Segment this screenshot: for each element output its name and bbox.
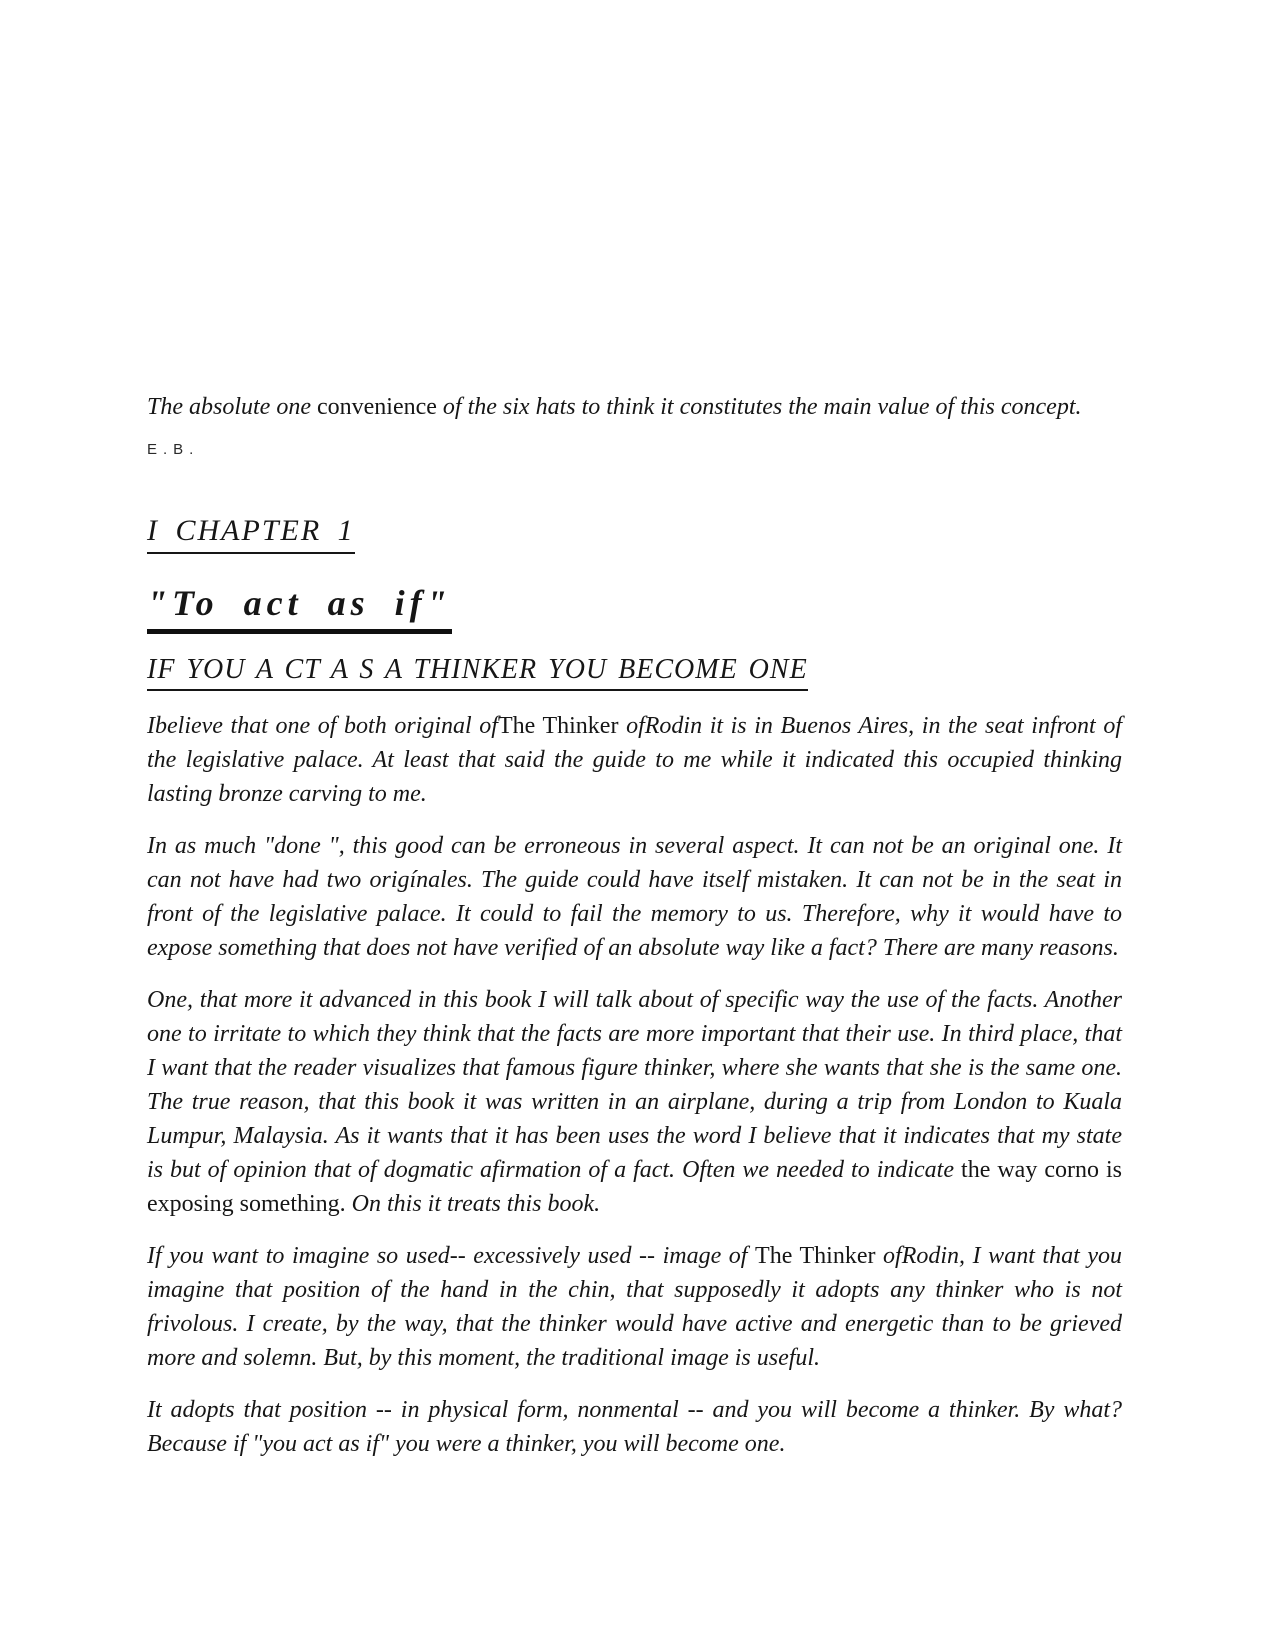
paragraph-run-italic: ofRodin it is in Buenos Aires, in the seat infront of the legislative palace. At least that said the guide to me while it indicated this occupied thinking lasting bronze carving to me. bbox=[147, 713, 1123, 807]
paragraph-run-roman: the way corno is exposing something. bbox=[147, 1157, 1122, 1217]
author-attribution: E.B. bbox=[147, 441, 200, 458]
paragraph-run-italic: One, that more it advanced in this book I will talk about of specific way the use of the facts. Another one to irritate to which they think that the facts are more important that their use. In third place, that I want that the reader visualizes that famous figure thinker, where she wants that she is the same one. The true reason, that this book it was written in an airplane, during a trip from London to Kuala Lumpur, Malaysia. As it wants that it has been uses the word I believe that it indicates that my state is but of opinion that of dogmatic afirmation of a fact. Often we needed to indicate bbox=[147, 987, 1122, 1183]
chapter-title-row bbox=[147, 582, 1122, 634]
paragraph-run-italic: If you want to imagine so used-- excessively used -- image of bbox=[147, 1243, 756, 1269]
paragraph-5 bbox=[147, 1393, 1122, 1461]
epigraph-run-italic: The absolute one bbox=[147, 394, 317, 420]
chapter-label-row bbox=[147, 514, 1122, 554]
epigraph-run-italic: of the six hats to think it constitutes the main value of this concept. bbox=[442, 394, 1082, 420]
paragraph-run-italic: On this it treats this book. bbox=[351, 1191, 601, 1217]
chapter-label: I CHAPTER 1 bbox=[147, 514, 355, 554]
paragraph-1 bbox=[147, 709, 1122, 811]
paragraph-run-roman: The Thinker bbox=[755, 1243, 884, 1269]
paragraph-2 bbox=[147, 829, 1122, 965]
paragraph-run-roman: The Thinker bbox=[497, 713, 627, 739]
paragraph-4 bbox=[147, 1239, 1122, 1375]
paragraph-run-italic: Ibelieve that one of both original of bbox=[147, 713, 498, 739]
page-content bbox=[147, 390, 1122, 1479]
paragraph-run-italic: It adopts that position -- in physical form, nonmental -- and you will become a thinker. By what? Because if "you act as if" you were a thinker, you will become one. bbox=[147, 1397, 1122, 1457]
paragraph-run-italic: In as much "done ", this good can be erroneous in several aspect. It can not be an original one. It can not have had two origínales. The guide could have itself mistaken. It can not be in the seat in front of the legislative palace. It could to fail the memory to us. Therefore, why it would have to expose something that does not have verified of an absolute way like a fact? There are many reasons. bbox=[147, 833, 1122, 961]
chapter-subtitle: IF YOU A CT A S A THINKER YOU BECOME ONE bbox=[147, 654, 808, 691]
epigraph bbox=[147, 390, 1122, 425]
chapter-subtitle-row bbox=[147, 654, 1122, 691]
epigraph-run-roman: convenience bbox=[316, 394, 443, 420]
paragraph-3 bbox=[147, 983, 1122, 1221]
chapter-title: "To act as if" bbox=[147, 582, 452, 634]
paragraph-run-italic: ofRodin, I want that you imagine that position of the hand in the chin, that supposedly it adopts any thinker who is not frivolous. I create, by the way, that the thinker would have active and energetic than to be grieved more and solemn. But, by this moment, the traditional image is useful. bbox=[147, 1243, 1122, 1371]
